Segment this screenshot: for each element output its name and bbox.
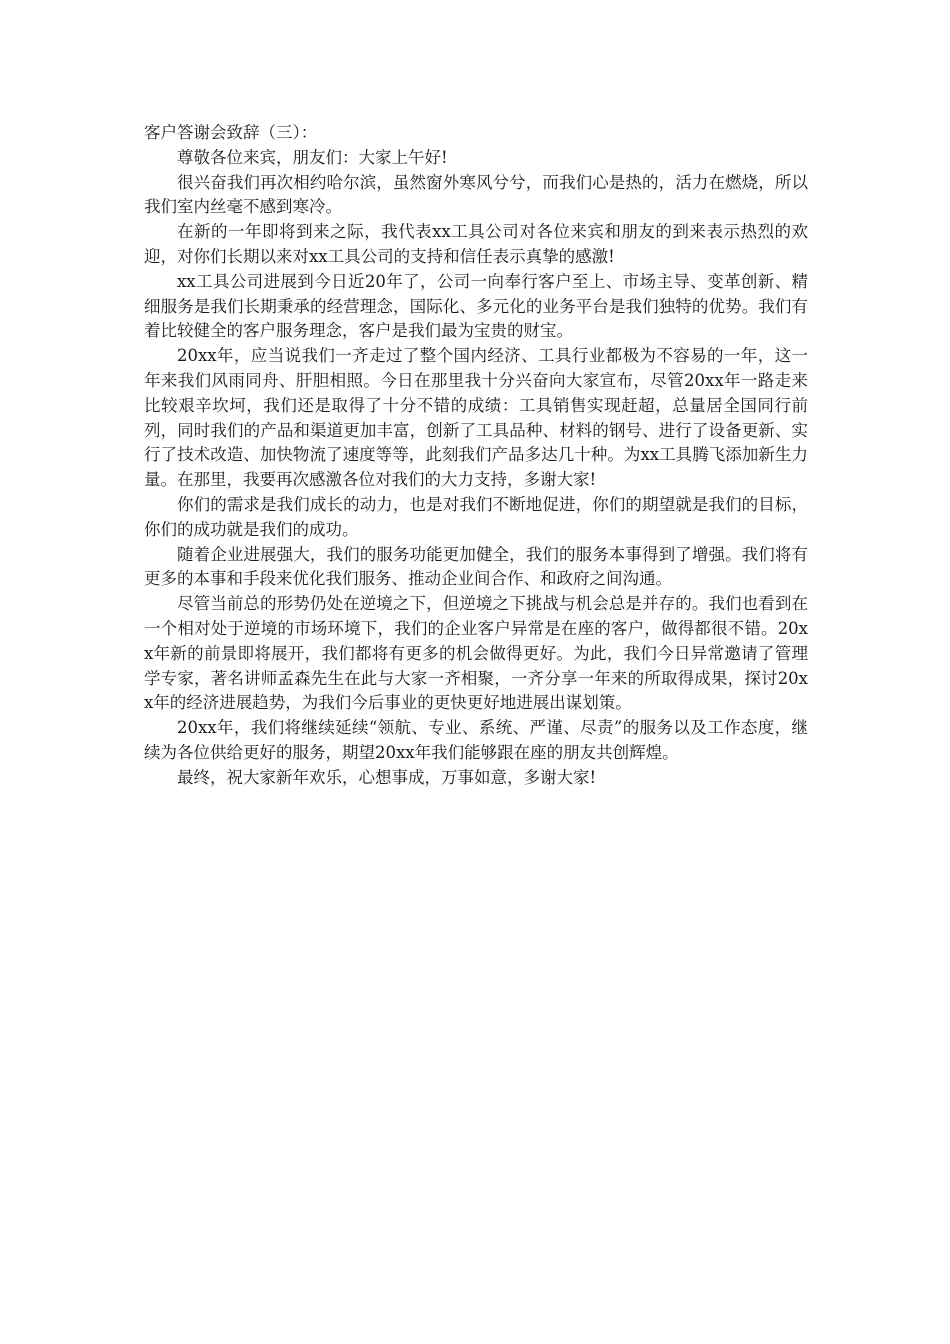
- paragraph: 20xx年，应当说我们一齐走过了整个国内经济、工具行业都极为不容易的一年，这一年来我们风雨同舟、肝胆相照。今日在那里我十分兴奋向大家宣布，尽管20xx年一路走来比较艰辛坎坷，我们还是取得了十分不错的成绩：工具销售实现赶超，总量居全国同行前列，同时我们的产品和渠道更加丰富，创新了工具品种、材料的钢号、进行了设备更新、实行了技术改造、加快物流了速度等等，此刻我们产品多达几十种。为xx工具腾飞添加新生力量。在那里，我要再次感激各位对我们的大力支持，多谢大家!: [144, 346, 808, 490]
- paragraph: 很兴奋我们再次相约哈尔滨，虽然窗外寒风兮兮，而我们心是热的，活力在燃烧，所以我们室内丝毫不感到寒冷。: [144, 172, 808, 217]
- paragraph: 20xx年，我们将继续延续“领航、专业、系统、严谨、尽责”的服务以及工作态度，继续为各位供给更好的服务，期望20xx年我们能够跟在座的朋友共创辉煌。: [144, 718, 808, 762]
- document-body: [144, 121, 808, 791]
- paragraph: 在新的一年即将到来之际，我代表xx工具公司对各位来宾和朋友的到来表示热烈的欢迎，对你们长期以来对xx工具公司的支持和信任表示真挚的感激!: [144, 222, 808, 266]
- paragraph: xx工具公司进展到今日近20年了，公司一向奉行客户至上、市场主导、变革创新、精细服务是我们长期秉承的经营理念，国际化、多元化的业务平台是我们独特的优势。我们有着比较健全的客户服务理念，客户是我们最为宝贵的财宝。: [144, 271, 808, 341]
- document-title: 客户答谢会致辞（三）：: [144, 123, 318, 142]
- paragraph: 你们的需求是我们成长的动力，也是对我们不断地促进，你们的期望就是我们的目标，你们的成功就是我们的成功。: [144, 494, 808, 539]
- paragraph-greeting: 尊敬各位来宾，朋友们：大家上午好!: [177, 147, 448, 167]
- paragraph: 随着企业进展强大，我们的服务功能更加健全，我们的服务本事得到了增强。我们将有更多的本事和手段来优化我们服务、推动企业间合作、和政府之间沟通。: [144, 544, 808, 589]
- paragraph-closing: 最终，祝大家新年欢乐，心想事成，万事如意，多谢大家!: [177, 767, 597, 787]
- paragraph: 尽管当前总的形势仍处在逆境之下，但逆境之下挑战与机会总是并存的。我们也看到在一个相对处于逆境的市场环境下，我们的企业客户异常是在座的客户，做得都很不错。20xx年新的前景即将展开，我们都将有更多的机会做得更好。为此，我们今日异常邀请了管理学专家，著名讲师孟森先生在此与大家一齐相聚，一齐分享一年来的所取得成果，探讨20xx年的经济进展趋势，为我们今后事业的更快更好地进展出谋划策。: [144, 594, 808, 713]
